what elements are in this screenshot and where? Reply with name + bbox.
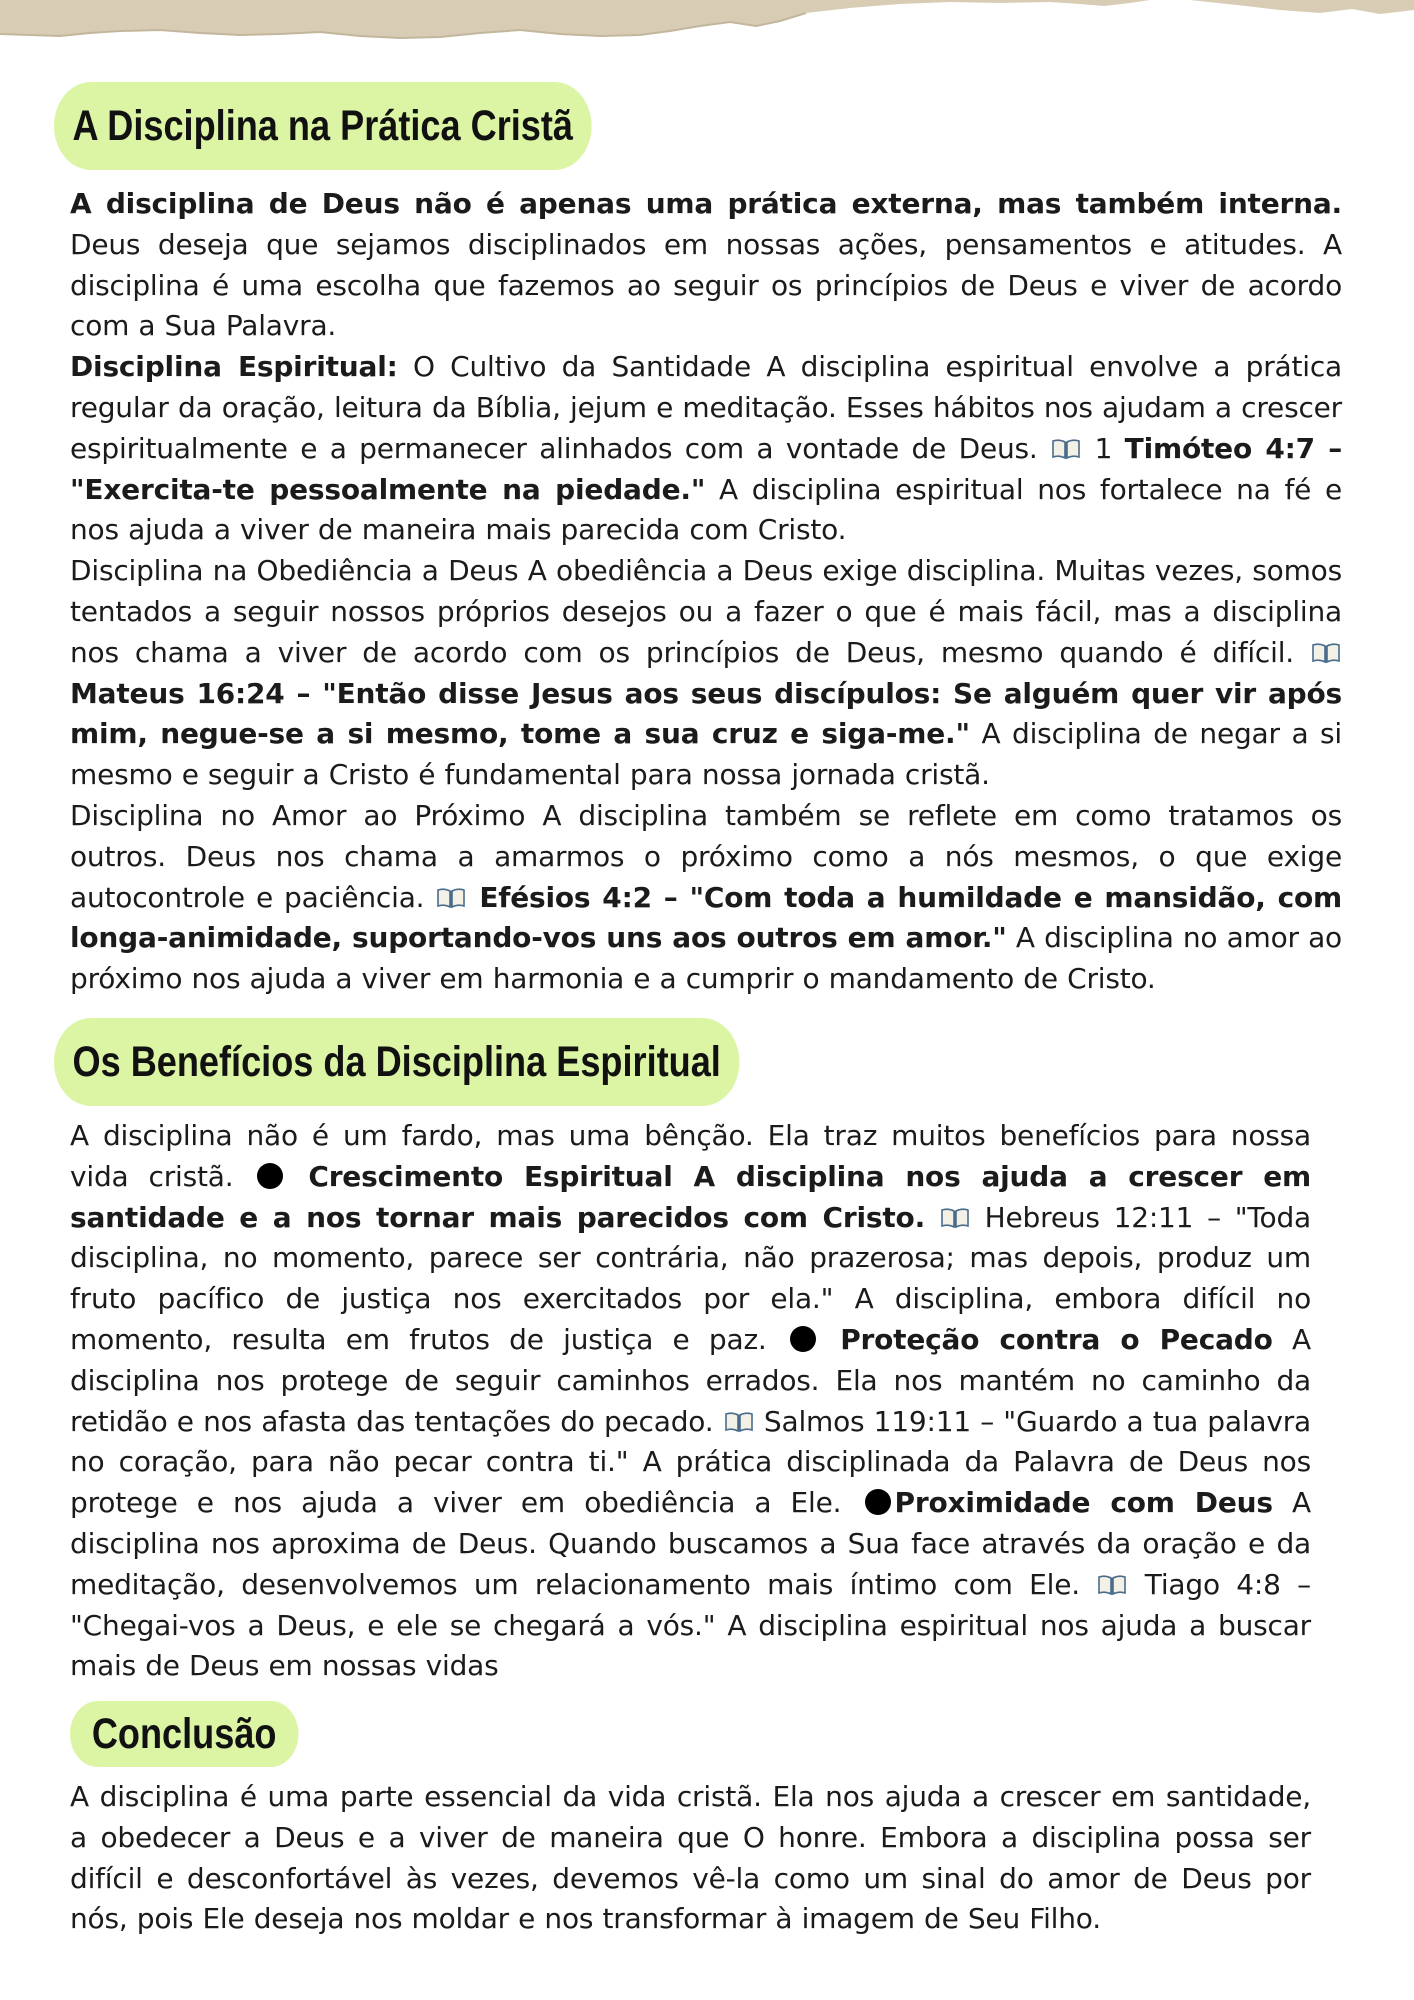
open-book-icon xyxy=(1310,642,1342,664)
bold-text: Crescimento Espiritual A disciplina nos ajuda a crescer em santidade e a nos tornar mais parecidos com Cristo. xyxy=(70,1159,1311,1234)
bullet-icon xyxy=(790,1326,816,1352)
bold-text: A disciplina de Deus não é apenas uma prática externa, mas também interna. xyxy=(70,187,1342,220)
bold-text: Proteção contra o Pecado xyxy=(820,1322,1273,1356)
open-book-icon xyxy=(1096,1574,1128,1596)
body-text: Salmos 119:11 – "Guardo a tua palavra no coração, para não pecar contra ti." A prática disciplinada da Palavra de Deus nos protege e nos ajuda a viver em obediência a Ele. xyxy=(70,1404,1311,1520)
paragraph xyxy=(70,1116,1311,1687)
paragraph xyxy=(70,347,1342,551)
bullet-icon xyxy=(865,1489,891,1515)
bold-text: Proximidade com Deus xyxy=(894,1486,1273,1520)
body-text: A disciplina no amor ao próximo nos ajuda a viver em harmonia e a cumprir o mandamento de Cristo. xyxy=(70,921,1342,996)
paragraph xyxy=(70,796,1342,1000)
body-text: A disciplina de negar a si mesmo e seguir a Cristo é fundamental para nossa jornada cristã. xyxy=(70,717,1342,792)
body-text: 1 xyxy=(1082,431,1125,465)
body-text: Deus deseja que sejamos disciplinados em nossas ações, pensamentos e atitudes. A disciplina é uma escolha que fazemos ao seguir os princípios de Deus e viver de acordo com a Sua Palavra. xyxy=(70,227,1342,343)
page-content xyxy=(70,82,1342,1940)
body-text: A disciplina espiritual nos fortalece na fé e nos ajuda a viver de maneira mais parecida com Cristo. xyxy=(70,472,1342,547)
bible-reference: Timóteo 4:7 – "Exercita-te pessoalmente na piedade." xyxy=(70,431,1342,506)
bullet-icon xyxy=(257,1163,283,1189)
open-book-icon xyxy=(435,887,467,909)
body-text: Disciplina na Obediência a Deus A obediência a Deus exige disciplina. Muitas vezes, somos tentados a seguir nossos próprios desejos ou a fazer o que é mais fácil, mas a disciplina nos chama a viver de acordo com os princípios de Deus, mesmo quando é difícil. xyxy=(70,554,1342,669)
open-book-icon xyxy=(723,1411,755,1433)
body-text: Disciplina no Amor ao Próximo A disciplina também se reflete em como tratamos os outros. Deus nos chama a amarmos o próximo como a nós mesmos, o que exige autocontrole e paciência. xyxy=(70,798,1342,914)
section-body-benefits xyxy=(70,1116,1311,1687)
bible-reference: Efésios 4:2 – "Com toda a humildade e mansidão, com longa-animidade, suportando-vos uns aos outros em amor." xyxy=(70,880,1343,955)
open-book-icon xyxy=(939,1207,971,1229)
bold-text: Disciplina Espiritual: xyxy=(70,350,398,384)
section-body-practice xyxy=(70,184,1342,1000)
section-body-conclusion xyxy=(70,1777,1311,1940)
body-text: Hebreus 12:11 – "Toda disciplina, no momento, parece ser contrária, não prazerosa; mas depois, produz um fruto pacífico de justiça nos exercitados por ela." A disciplina, embora difícil no momento, resulta em frutos de justiça e paz. xyxy=(70,1200,1312,1356)
paragraph: A disciplina é uma parte essencial da vida cristã. Ela nos ajuda a crescer em santidade, a obedecer a Deus e a viver de maneira que O honre. Embora a disciplina possa ser difícil e desconfortável às vezes, devemos vê-la como um sinal do amor de Deus por nós, pois Ele deseja nos moldar e nos transformar à imagem de Seu Filho. xyxy=(70,1780,1311,1936)
body-text: O Cultivo da Santidade A disciplina espiritual envolve a prática regular da oração, leitura da Bíblia, jejum e meditação. Esses hábitos nos ajudam a crescer espiritualmente e a permanecer alinhados com a vontade de Deus. xyxy=(70,350,1342,465)
section-heading-practice: A Disciplina na Prática Cristã xyxy=(54,82,591,170)
paragraph xyxy=(70,184,1342,347)
body-text: Tiago 4:8 – "Chegai-vos a Deus, e ele se chegará a vós." A disciplina espiritual nos ajuda a buscar mais de Deus em nossas vidas xyxy=(70,1567,1311,1683)
paragraph xyxy=(70,551,1342,796)
body-text: A disciplina nos protege de seguir caminhos errados. Ela nos mantém no caminho da retidão e nos afasta das tentações do pecado. xyxy=(70,1322,1311,1438)
open-book-icon xyxy=(1050,438,1082,460)
section-heading-conclusion: Conclusão xyxy=(70,1701,298,1767)
body-text: A disciplina não é um fardo, mas uma bênção. Ela traz muitos benefícios para nossa vida cristã. xyxy=(70,1118,1311,1193)
section-heading-benefits: Os Benefícios da Disciplina Espiritual xyxy=(54,1018,739,1106)
torn-paper-top-edge xyxy=(0,0,1414,50)
bible-reference: Mateus 16:24 – "Então disse Jesus aos seus discípulos: Se alguém quer vir após mim, negue-se a si mesmo, tome a sua cruz e siga-me." xyxy=(70,676,1342,751)
body-text: A disciplina nos aproxima de Deus. Quando buscamos a Sua face através da oração e da meditação, desenvolvemos um relacionamento mais íntimo com Ele. xyxy=(70,1486,1311,1601)
